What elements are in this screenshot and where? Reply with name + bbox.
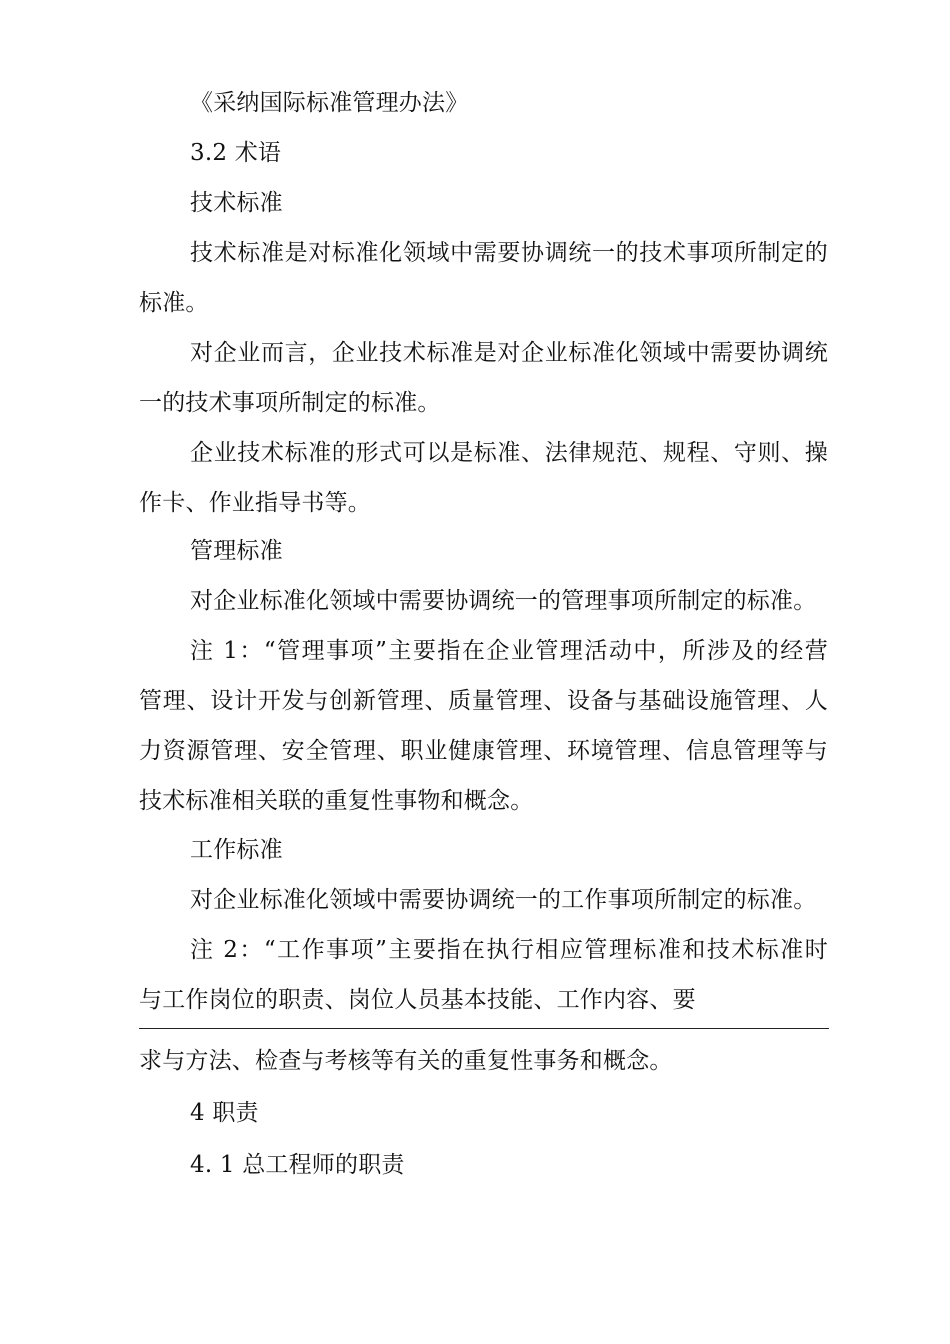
section-heading-4-1: 4. 1 总工程师的职责	[190, 1152, 405, 1178]
paragraph-line: 对企业标准化领域中需要协调统一的工作事项所制定的标准。	[190, 887, 817, 913]
term-heading-technical-standard: 技术标准	[190, 190, 283, 216]
paragraph-line: 对企业标准化领域中需要协调统一的管理事项所制定的标准。	[190, 588, 817, 614]
text-line-1: 《采纳国际标准管理办法》	[190, 90, 469, 116]
section-heading-4: 4 职责	[190, 1100, 259, 1126]
paragraph-line: 企业技术标准的形式可以是标准、法律规范、规程、守则、操	[190, 440, 828, 466]
note-1-line: 力资源管理、安全管理、职业健康管理、环境管理、信息管理等与	[139, 738, 828, 764]
paragraph-line: 对企业而言，企业技术标准是对企业标准化领域中需要协调统	[190, 340, 828, 366]
note-2-line: 与工作岗位的职责、岗位人员基本技能、工作内容、要	[139, 987, 696, 1013]
term-heading-work-standard: 工作标准	[190, 837, 283, 863]
paragraph-line: 作卡、作业指导书等。	[139, 490, 371, 516]
note-1-line: 技术标准相关联的重复性事物和概念。	[139, 788, 534, 814]
paragraph-line: 标准。	[139, 290, 209, 316]
note-1-line: 注 1：“管理事项”主要指在企业管理活动中，所涉及的经营	[190, 638, 828, 664]
paragraph-line: 一的技术事项所制定的标准。	[139, 390, 441, 416]
horizontal-divider	[139, 1028, 829, 1029]
note-2-line: 求与方法、检查与考核等有关的重复性事务和概念。	[139, 1048, 673, 1074]
term-heading-management-standard: 管理标准	[190, 538, 283, 564]
section-heading-3-2: 3.2 术语	[190, 140, 282, 166]
note-2-line: 注 2：“工作事项”主要指在执行相应管理标准和技术标准时	[190, 937, 828, 963]
note-1-line: 管理、设计开发与创新管理、质量管理、设备与基础设施管理、人	[139, 688, 828, 714]
paragraph-line: 技术标准是对标准化领域中需要协调统一的技术事项所制定的	[190, 240, 828, 266]
